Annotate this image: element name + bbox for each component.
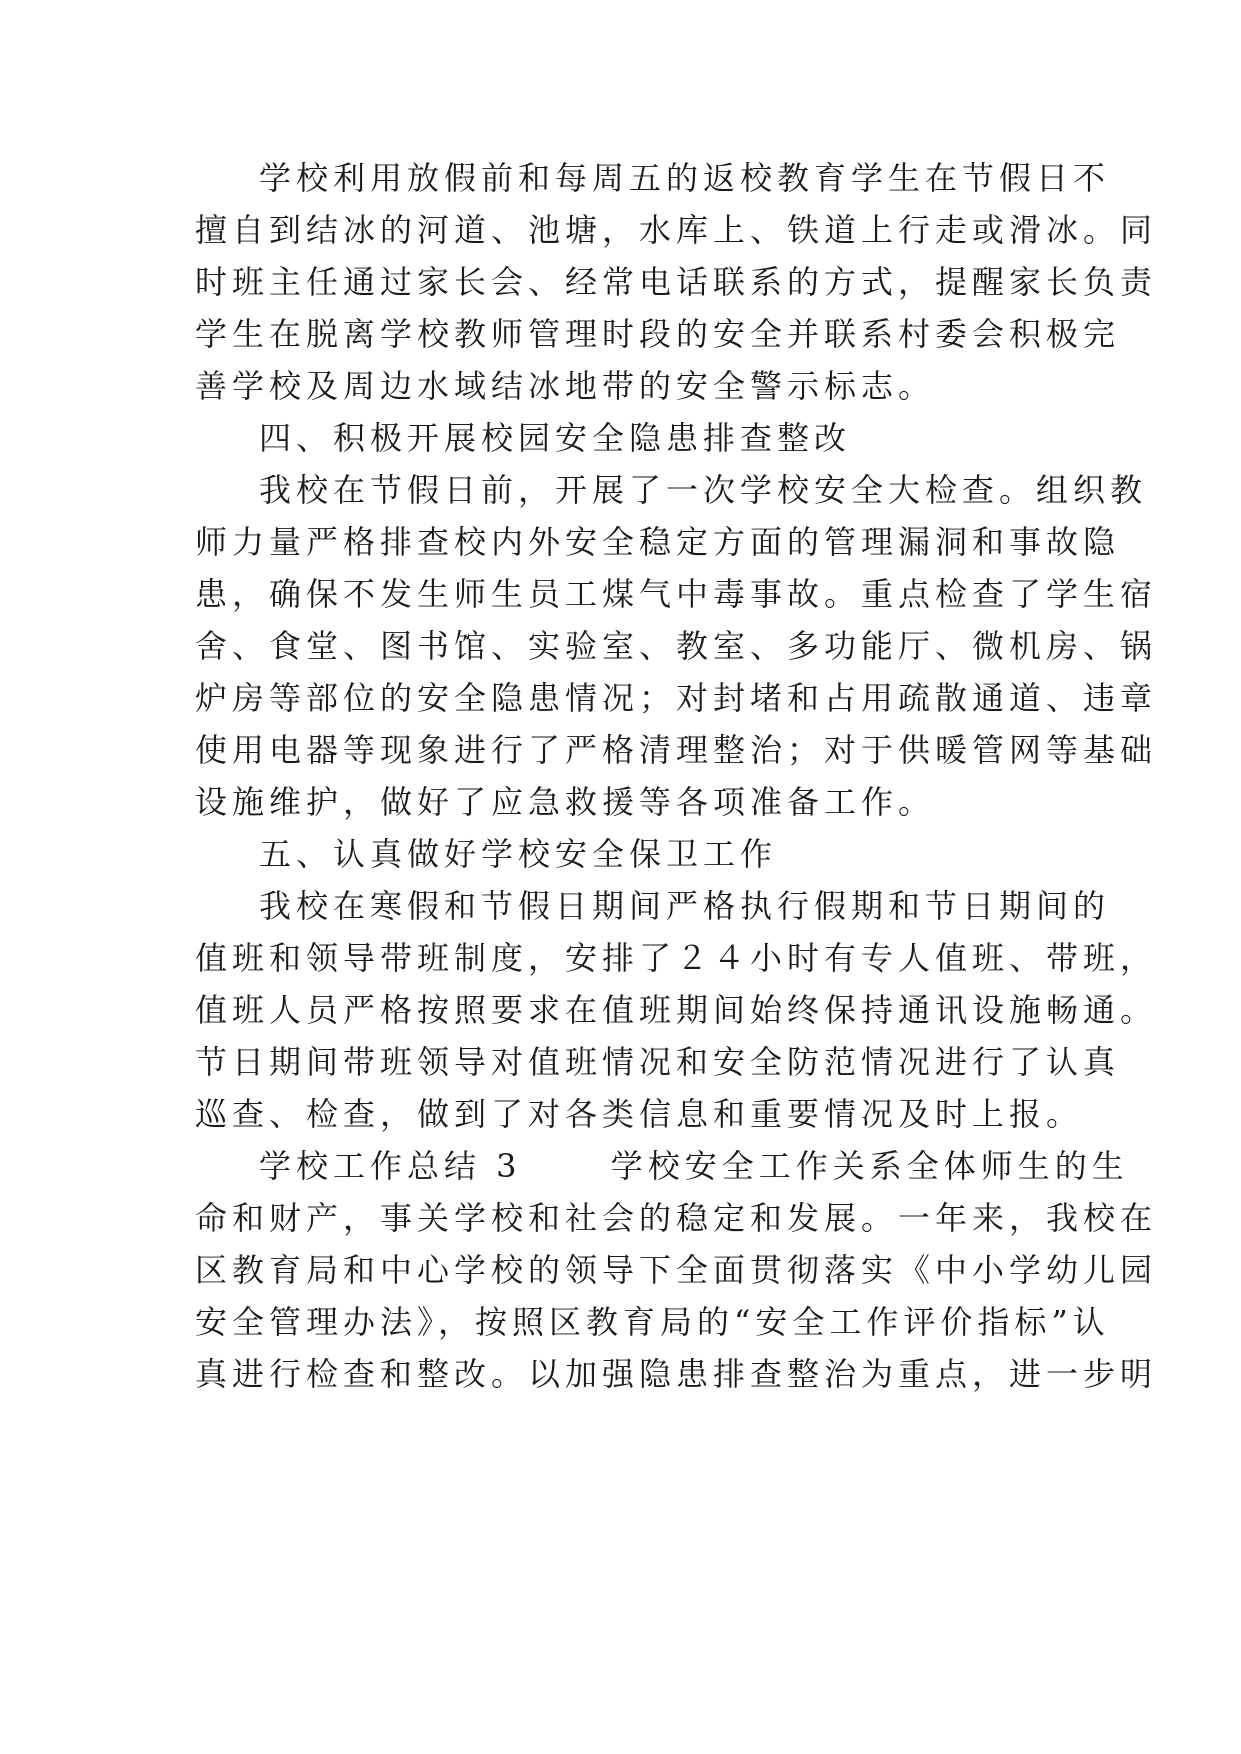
text-line-13: 设施维护，做好了应急救援等各项准备工作。 bbox=[195, 783, 936, 821]
text-line-9: 患，确保不发生师生员工煤气中毒事故。重点检查了学生宿 bbox=[195, 575, 1158, 613]
text-line-10: 舍、食堂、图书馆、实验室、教室、多功能厅、微机房、锅 bbox=[195, 627, 1158, 665]
text-line-11: 炉房等部位的安全隐患情况；对封堵和占用疏散通道、违章 bbox=[195, 679, 1158, 717]
text-line-2: 擅自到结冰的河道、池塘，水库上、铁道上行走或滑冰。同 bbox=[195, 211, 1158, 249]
text-line-8: 师力量严格排查校内外安全稳定方面的管理漏洞和事故隐 bbox=[195, 523, 1121, 561]
section-heading-5: 五、认真做好学校安全保卫工作 bbox=[259, 835, 778, 873]
text-line-24: 真进行检查和整改。以加强隐患排查整治为重点，进一步明 bbox=[195, 1355, 1158, 1393]
text-line-19: 巡查、检查，做到了对各类信息和重要情况及时上报。 bbox=[195, 1095, 1084, 1133]
text-line-23: 安全管理办法》，按照区教育局的“安全工作评价指标”认 bbox=[195, 1303, 1110, 1341]
text-line-5: 善学校及周边水域结冰地带的安全警示标志。 bbox=[195, 367, 936, 405]
text-line-22: 区教育局和中心学校的领导下全面贯彻落实《中小学幼儿园 bbox=[195, 1251, 1158, 1289]
text-line-16: 值班和领导带班制度，安排了２４小时有专人值班、带班， bbox=[195, 939, 1158, 977]
text-line-3: 时班主任通过家长会、经常电话联系的方式，提醒家长负责 bbox=[195, 263, 1158, 301]
text-line-21: 命和财产，事关学校和社会的稳定和发展。一年来，我校在 bbox=[195, 1199, 1158, 1237]
text-line-4: 学生在脱离学校教师管理时段的安全并联系村委会积极完 bbox=[195, 315, 1121, 353]
text-line-20: 学校工作总结 3 学校安全工作关系全体师生的生 bbox=[259, 1147, 1129, 1185]
text-line-7: 我校在节假日前，开展了一次学校安全大检查。组织教 bbox=[259, 471, 1148, 509]
text-line-12: 使用电器等现象进行了严格清理整治；对于供暖管网等基础 bbox=[195, 731, 1158, 769]
text-line-18: 节日期间带班领导对值班情况和安全防范情况进行了认真 bbox=[195, 1043, 1121, 1081]
text-line-17: 值班人员严格按照要求在值班期间始终保持通讯设施畅通。 bbox=[195, 991, 1158, 1029]
text-line-1: 学校利用放假前和每周五的返校教育学生在节假日不 bbox=[259, 159, 1111, 197]
text-line-15: 我校在寒假和节假日期间严格执行假期和节日期间的 bbox=[259, 887, 1111, 925]
section-heading-4: 四、积极开展校园安全隐患排查整改 bbox=[259, 419, 852, 457]
